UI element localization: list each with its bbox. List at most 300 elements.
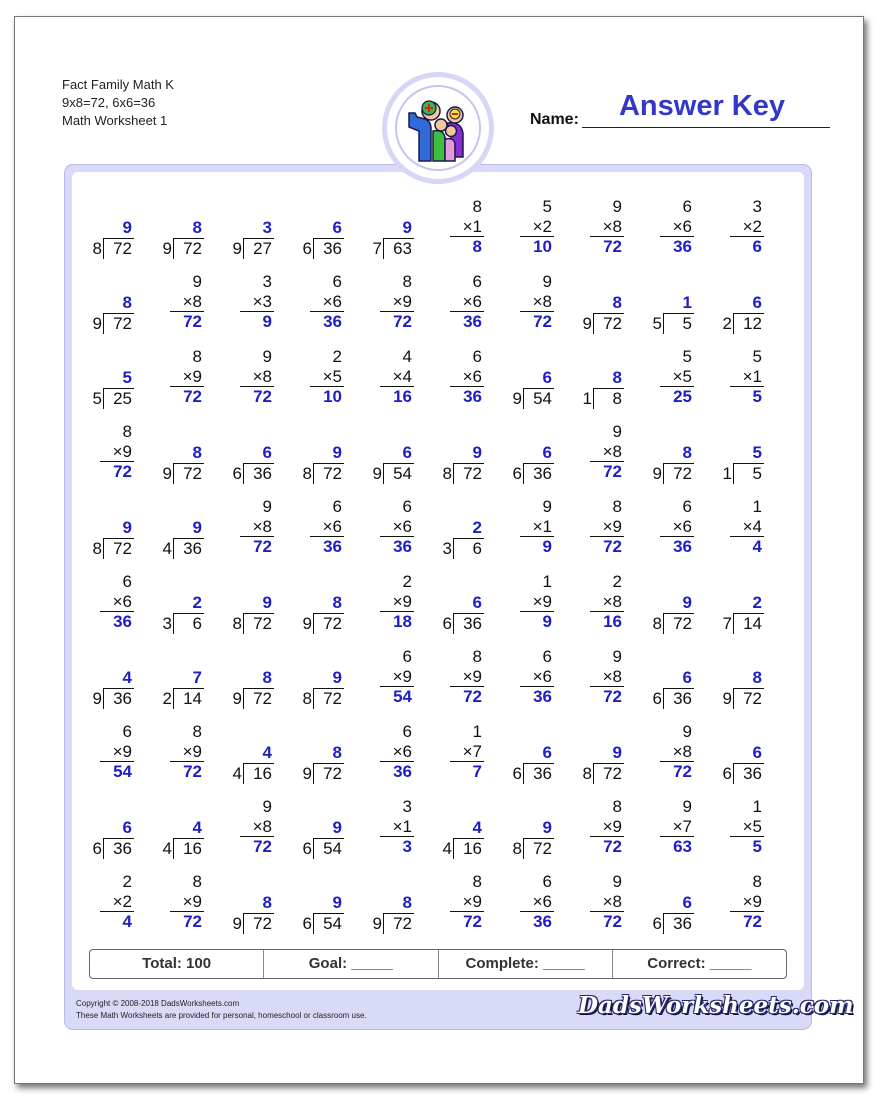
multiplication-problem [220,497,280,556]
division-problem [220,722,280,783]
worksheet-header [62,76,174,130]
quotient-answer: 9 [402,218,412,237]
division-problem [570,722,630,783]
division-problem [290,722,350,783]
multiplication-problem [220,272,280,331]
quotient-answer: 9 [612,743,622,762]
dividend: 72 [393,914,412,933]
factor-bottom: ×6 [112,592,132,611]
factor-top: 9 [262,497,272,516]
divisor: 9 [302,764,312,783]
product-answer: 16 [393,387,412,406]
multiplication-problem [710,872,770,931]
factor-bottom: ×8 [182,292,202,311]
divisor: 7 [372,239,382,258]
division-problem [290,872,350,933]
divisor: 4 [232,764,242,783]
factor-top: 2 [402,572,412,591]
factor-bottom: ×3 [252,292,272,311]
usage-line: These Math Worksheets are provided for personal, homeschool or classroom use. [76,1011,367,1020]
multiplication-problem [500,572,560,631]
quotient-answer: 4 [262,743,272,762]
division-problem [150,572,210,633]
product-answer: 72 [253,387,272,406]
product-answer: 72 [463,687,482,706]
divisor: 8 [302,689,312,708]
division-problem [220,872,280,933]
divisor: 9 [512,389,522,408]
factor-top: 2 [122,872,132,891]
multiplication-problem [710,497,770,556]
divisor: 6 [512,464,522,483]
dividend: 16 [463,839,482,858]
factor-top: 3 [262,272,272,291]
dividend: 16 [183,839,202,858]
divisor: 6 [302,239,312,258]
factor-bottom: ×6 [392,742,412,761]
factor-top: 1 [542,572,552,591]
division-problem [570,272,630,333]
factor-bottom: ×2 [532,217,552,236]
divisor: 4 [162,539,172,558]
divisor: 9 [92,314,102,333]
quotient-answer: 6 [682,668,692,687]
factor-top: 5 [542,197,552,216]
product-answer: 72 [183,912,202,931]
division-problem [220,647,280,708]
factor-top: 9 [192,272,202,291]
factor-top: 9 [262,347,272,366]
divisor: 8 [232,614,242,633]
factor-top: 9 [542,497,552,516]
product-answer: 36 [673,237,692,256]
product-answer: 72 [743,912,762,931]
product-answer: 18 [393,612,412,631]
divisor: 4 [162,839,172,858]
factor-top: 4 [402,347,412,366]
division-problem [290,797,350,858]
quotient-answer: 9 [262,593,272,612]
multiplication-problem [570,572,630,631]
division-problem [80,647,140,708]
product-answer: 72 [463,912,482,931]
divisor: 6 [652,914,662,933]
divisor: 4 [442,839,452,858]
division-problem [710,422,770,483]
divisor: 9 [652,464,662,483]
quotient-answer: 2 [472,518,482,537]
division-problem [290,197,350,258]
division-problem [640,272,700,333]
multiplication-problem [360,647,420,706]
worksheet-facts: 9x8=72, 6x6=36 [62,95,156,110]
multiplication-problem [710,797,770,856]
quotient-answer: 6 [472,593,482,612]
divisor: 1 [582,389,592,408]
division-problem [80,197,140,258]
factor-top: 8 [192,872,202,891]
dividend: 25 [113,389,132,408]
factor-bottom: ×6 [322,517,342,536]
dividend: 36 [253,464,272,483]
product-answer: 8 [472,237,482,256]
product-answer: 54 [113,762,132,781]
factor-top: 6 [122,722,132,741]
brand-logo: DadsWorksheets.com [578,992,854,1019]
factor-top: 8 [192,347,202,366]
fact-family-icon [395,85,481,171]
dividend: 72 [603,314,622,333]
goal-cell: Goal: _____ [264,950,438,978]
factor-bottom: ×6 [392,517,412,536]
divisor: 8 [652,614,662,633]
quotient-answer: 6 [332,218,342,237]
multiplication-problem [430,197,490,256]
product-answer: 72 [253,837,272,856]
factor-top: 9 [262,797,272,816]
divisor: 9 [92,689,102,708]
quotient-answer: 8 [612,293,622,312]
quotient-answer: 8 [262,668,272,687]
quotient-answer: 8 [682,443,692,462]
multiplication-problem [290,347,350,406]
dividend: 36 [533,464,552,483]
logo-badge [382,72,494,184]
multiplication-problem [360,347,420,406]
dividend: 36 [533,764,552,783]
factor-top: 6 [402,647,412,666]
divisor: 9 [232,239,242,258]
dividend: 72 [323,464,342,483]
factor-bottom: ×9 [392,592,412,611]
factor-bottom: ×1 [462,217,482,236]
quotient-answer: 2 [192,593,202,612]
product-answer: 72 [603,462,622,481]
factor-top: 6 [402,497,412,516]
division-problem [150,422,210,483]
factor-top: 8 [472,647,482,666]
multiplication-problem [80,422,140,481]
factor-top: 8 [472,872,482,891]
factor-bottom: ×8 [252,367,272,386]
divisor: 6 [442,614,452,633]
factor-bottom: ×6 [672,217,692,236]
dividend: 6 [192,614,202,633]
product-answer: 72 [603,237,622,256]
factor-top: 9 [612,647,622,666]
division-problem [360,872,420,933]
division-problem [80,497,140,558]
dividend: 72 [253,689,272,708]
product-answer: 36 [113,612,132,631]
division-problem [640,422,700,483]
product-answer: 72 [183,387,202,406]
quotient-answer: 3 [262,218,272,237]
multiplication-problem [570,872,630,931]
multiplication-problem [360,272,420,331]
division-problem [500,422,560,483]
multiplication-problem [150,722,210,781]
dividend: 36 [673,914,692,933]
dividend: 72 [253,914,272,933]
factor-bottom: ×9 [112,442,132,461]
quotient-answer: 9 [332,818,342,837]
dividend: 72 [323,689,342,708]
quotient-answer: 6 [752,743,762,762]
quotient-answer: 5 [122,368,132,387]
division-problem [710,647,770,708]
multiplication-problem [430,647,490,706]
factor-top: 9 [682,722,692,741]
quotient-answer: 6 [262,443,272,462]
dividend: 14 [183,689,202,708]
factor-bottom: ×6 [532,892,552,911]
divisor: 9 [232,914,242,933]
product-answer: 72 [183,762,202,781]
factor-bottom: ×9 [392,667,412,686]
dividend: 72 [603,764,622,783]
division-problem [80,797,140,858]
correct-cell: Correct: _____ [647,955,752,972]
factor-bottom: ×9 [182,367,202,386]
quotient-answer: 9 [472,443,482,462]
factor-bottom: ×9 [182,742,202,761]
division-problem [570,347,630,408]
product-answer: 72 [393,312,412,331]
factor-bottom: ×8 [532,292,552,311]
multiplication-problem [500,647,560,706]
dividend: 72 [183,464,202,483]
multiplication-problem [80,872,140,931]
divisor: 1 [722,464,732,483]
divisor: 3 [162,614,172,633]
divisor: 9 [162,464,172,483]
quotient-answer: 6 [682,893,692,912]
dividend: 72 [113,539,132,558]
factor-bottom: ×8 [672,742,692,761]
multiplication-problem [710,347,770,406]
divisor: 9 [232,689,242,708]
product-answer: 5 [752,837,762,856]
factor-bottom: ×8 [252,517,272,536]
name-line [582,127,830,128]
divisor: 6 [302,914,312,933]
divisor: 6 [302,839,312,858]
division-problem [290,647,350,708]
factor-top: 9 [612,422,622,441]
dividend: 27 [253,239,272,258]
dividend: 54 [533,389,552,408]
multiplication-problem [290,497,350,556]
factor-top: 9 [682,797,692,816]
complete-cell: Complete: _____ [439,950,613,978]
quotient-answer: 8 [192,443,202,462]
factor-top: 8 [122,422,132,441]
factor-bottom: ×1 [532,517,552,536]
factor-top: 1 [752,797,762,816]
factor-bottom: ×6 [462,367,482,386]
dividend: 36 [743,764,762,783]
quotient-answer: 9 [332,668,342,687]
quotient-answer: 6 [752,293,762,312]
divisor: 6 [232,464,242,483]
multiplication-problem [360,722,420,781]
factor-top: 3 [402,797,412,816]
dividend: 72 [323,614,342,633]
multiplication-problem [500,197,560,256]
factor-bottom: ×2 [742,217,762,236]
multiplication-problem [640,497,700,556]
quotient-answer: 8 [612,368,622,387]
product-answer: 72 [603,912,622,931]
factor-bottom: ×8 [252,817,272,836]
factor-bottom: ×2 [112,892,132,911]
divisor: 6 [512,764,522,783]
factor-top: 1 [472,722,482,741]
product-answer: 36 [463,387,482,406]
multiplication-problem [360,797,420,856]
dividend: 8 [612,389,622,408]
quotient-answer: 8 [402,893,412,912]
divisor: 9 [582,314,592,333]
multiplication-problem [640,197,700,256]
product-answer: 36 [533,912,552,931]
factor-bottom: ×8 [602,592,622,611]
divisor: 6 [652,689,662,708]
factor-top: 8 [402,272,412,291]
worksheet-title: Fact Family Math K [62,77,174,92]
quotient-answer: 9 [332,443,342,462]
factor-bottom: ×7 [672,817,692,836]
quotient-answer: 9 [122,518,132,537]
multiplication-problem [360,572,420,631]
dividend: 36 [113,839,132,858]
product-answer: 5 [752,387,762,406]
multiplication-problem [570,497,630,556]
multiplication-problem [640,722,700,781]
product-answer: 10 [533,237,552,256]
quotient-answer: 8 [752,668,762,687]
multiplication-problem [220,797,280,856]
multiplication-problem [80,572,140,631]
multiplication-problem [430,347,490,406]
score-row [89,949,787,979]
product-answer: 72 [603,687,622,706]
product-answer: 9 [262,312,272,331]
dividend: 54 [323,839,342,858]
dividend: 72 [533,839,552,858]
factor-bottom: ×9 [392,292,412,311]
quotient-answer: 9 [682,593,692,612]
dividend: 72 [673,614,692,633]
factor-bottom: ×1 [742,367,762,386]
factor-bottom: ×9 [462,892,482,911]
product-answer: 36 [533,687,552,706]
factor-top: 6 [682,497,692,516]
multiplication-problem [150,347,210,406]
product-answer: 63 [673,837,692,856]
quotient-answer: 9 [332,893,342,912]
product-answer: 36 [463,312,482,331]
product-answer: 7 [472,762,482,781]
division-problem [430,497,490,558]
factor-bottom: ×1 [392,817,412,836]
dividend: 54 [323,914,342,933]
divisor: 6 [92,839,102,858]
division-problem [640,647,700,708]
copyright-line: Copyright © 2008-2018 DadsWorksheets.com [76,999,240,1008]
division-problem [150,797,210,858]
factor-top: 6 [542,872,552,891]
multiplication-problem [500,872,560,931]
product-answer: 36 [393,537,412,556]
product-answer: 3 [402,837,412,856]
divisor: 5 [92,389,102,408]
division-problem [640,872,700,933]
dividend: 72 [463,464,482,483]
division-problem [640,572,700,633]
factor-top: 6 [472,347,482,366]
quotient-answer: 8 [122,293,132,312]
factor-top: 8 [192,722,202,741]
dividend: 36 [183,539,202,558]
factor-top: 6 [332,272,342,291]
divisor: 9 [372,464,382,483]
product-answer: 36 [393,762,412,781]
product-answer: 72 [673,762,692,781]
division-problem [710,572,770,633]
factor-bottom: ×6 [672,517,692,536]
factor-top: 8 [612,497,622,516]
product-answer: 10 [323,387,342,406]
factor-top: 8 [752,872,762,891]
dividend: 6 [472,539,482,558]
dividend: 72 [253,614,272,633]
division-problem [80,347,140,408]
division-problem [500,797,560,858]
factor-bottom: ×5 [742,817,762,836]
dividend: 72 [323,764,342,783]
dividend: 63 [393,239,412,258]
factor-top: 6 [542,647,552,666]
divisor: 7 [722,614,732,633]
factor-top: 8 [472,197,482,216]
dividend: 5 [682,314,692,333]
quotient-answer: 8 [262,893,272,912]
factor-top: 2 [332,347,342,366]
factor-top: 1 [752,497,762,516]
multiplication-problem [150,872,210,931]
quotient-answer: 6 [122,818,132,837]
factor-top: 9 [612,872,622,891]
dividend: 72 [673,464,692,483]
quotient-answer: 7 [192,668,202,687]
quotient-answer: 8 [332,593,342,612]
divisor: 9 [302,614,312,633]
division-problem [710,272,770,333]
dividend: 36 [673,689,692,708]
multiplication-problem [570,647,630,706]
quotient-answer: 9 [542,818,552,837]
quotient-answer: 1 [682,293,692,312]
product-answer: 72 [603,537,622,556]
division-problem [80,272,140,333]
multiplication-problem [150,272,210,331]
dividend: 36 [323,239,342,258]
multiplication-problem [500,272,560,331]
multiplication-problem [290,272,350,331]
divisor: 5 [652,314,662,333]
